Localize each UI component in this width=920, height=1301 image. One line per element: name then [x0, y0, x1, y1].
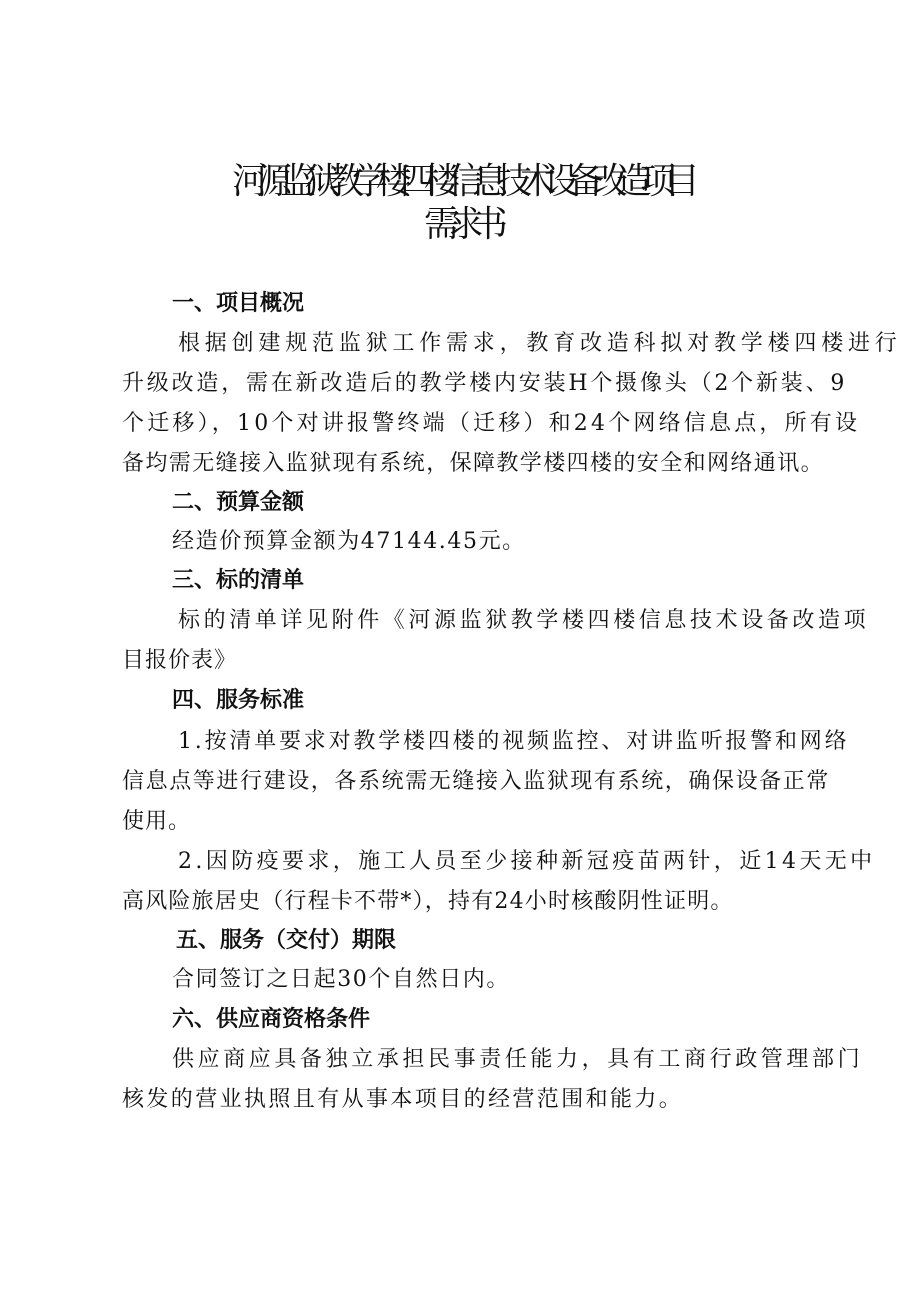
paragraph-line: 高风险旅居史（行程卡不带*），持有24小时核酸阴性证明。 [122, 889, 734, 914]
section-heading-service-standard: 四、服务标准 [172, 688, 305, 713]
budget-amount-line: 经造价预算金额为47144.45元。 [172, 529, 526, 554]
section-heading-overview: 一、项目概况 [172, 291, 305, 316]
paragraph-line: 根据创建规范监狱工作需求，教育改造科拟对教学楼四楼进行 [178, 331, 902, 356]
paragraph-line: 供应商应具备独立承担民事责任能力，具有工商行政管理部门 [172, 1047, 864, 1072]
paragraph-line: 使用。 [122, 809, 192, 834]
section-heading-budget: 二、预算金额 [172, 490, 305, 515]
paragraph-line: 信息点等进行建设，各系统需无缝接入监狱现有系统，确保设备正常 [122, 769, 831, 794]
paragraph-line: 升级改造，需在新改造后的教学楼内安装H个摄像头（2个新装、9 [122, 371, 848, 396]
paragraph-line: 核发的营业执照且有从事本项目的经营范围和能力。 [122, 1087, 684, 1112]
paragraph-line: 备均需无缝接入监狱现有系统，保障教学楼四楼的安全和网络通讯。 [122, 451, 825, 476]
paragraph-line: 个迁移），10个对讲报警终端（迁移）和24个网络信息点，所有设 [122, 411, 861, 436]
paragraph-line: 2.因防疫要求，施工人员至少接种新冠疫苗两针，近14天无中 [178, 849, 876, 874]
paragraph-line: 目报价表》 [122, 648, 238, 673]
document-title-line-1: 河源监狱教学楼四楼信息技术设备改造项目 [231, 161, 688, 202]
section-heading-item-list: 三、标的清单 [172, 568, 305, 593]
paragraph-line: 合同签订之日起30个自然日内。 [172, 967, 510, 992]
paragraph-line: 1.按清单要求对教学楼四楼的视频监控、对讲监听报警和网络 [178, 729, 850, 754]
section-heading-delivery-period: 五、服务（交付）期限 [176, 928, 397, 953]
section-heading-supplier-qualification: 六、供应商资格条件 [172, 1007, 371, 1032]
paragraph-line: 标的清单详见附件《河源监狱教学楼四楼信息技术设备改造项 [178, 608, 870, 633]
document-title-line-2: 需求书 [423, 204, 496, 245]
